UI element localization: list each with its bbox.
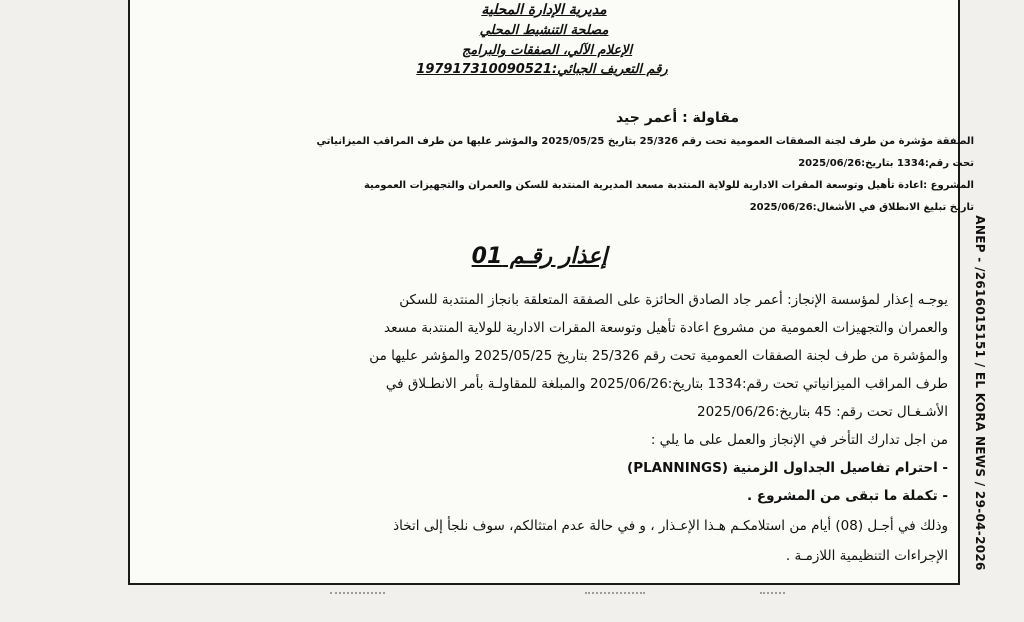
header-tax-id: رقم التعريف الجبائي:197917310090521 xyxy=(416,62,668,77)
body-line: الإجراءات التنظيمية اللازمـة . xyxy=(785,548,948,564)
body-line: وذلك في أجـل (08) أيام من استلامكـم هـذا الإعـذار ، و في حالة عدم امتثالكم، سوف نلجأ إلى اتخاذ xyxy=(393,518,948,534)
header-office: الإعلام الآلي، الصفقات والبرامج xyxy=(461,43,633,58)
body-line: يوجـه إعذار لمؤسسة الإنجاز: أعمر جاد الصادق الحائزة على الصفقة المتعلقة بانجاز المنتدبة للسكن xyxy=(399,292,948,308)
body-line: من اجل تدارك التأخر في الإنجاز والعمل على ما يلي : xyxy=(650,432,948,448)
project-line: المشروع :اعادة تأهيل وتوسعة المقرات الادارية للولاية المنتدبة مسعد المديرية المنتدبة للسكن والعمران والتجهيزات العمومية xyxy=(363,180,974,191)
body-line: والعمران والتجهيزات العمومية من مشروع اعادة تأهيل وتوسعة المقرات الادارية للولاية المنتدبة مسعد xyxy=(384,320,948,336)
body-line: طرف المراقب الميزانياتي تحت رقم:1334 بتاريخ:2025/06/26 والمبلغة للمقاولـة بأمر الانطـلاق في xyxy=(385,376,948,392)
contract-number-line: تحت رقم:1334 بتاريخ:2025/06/26 xyxy=(798,158,974,169)
contract-approval-line: الصفقة مؤشرة من طرف لجنة الصفقات العمومية تحت رقم 25/326 بتاريخ 2025/05/25 والمؤشر عليها من طرف المراقب الميزانياتي xyxy=(316,136,974,147)
scan-artifact xyxy=(760,592,785,600)
start-date-line: تاريخ تبليغ الانطلاق في الأشغال:2025/06/26 xyxy=(749,202,974,213)
notice-title: إعذار رقـم 01 xyxy=(471,244,608,269)
body-line: الأشـغـال تحت رقم: 45 بتاريخ:2025/06/26 xyxy=(697,404,948,420)
publication-stamp-text: ANEP - /2616015151 / EL KORA NEWS / 29-04-2026 xyxy=(973,215,987,571)
body-line: والمؤشرة من طرف لجنة الصفقات العمومية تحت رقم 25/326 بتاريخ 2025/05/25 والمؤشر عليها من xyxy=(369,348,948,364)
publication-stamp xyxy=(968,215,992,571)
requirement-item: - تكملة ما تبقى من المشروع . xyxy=(747,488,948,504)
header-directorate: مديرية الإدارة المحلية xyxy=(481,2,607,18)
header-service: مصلحة التنشيط المحلي xyxy=(479,23,609,38)
contractor-name: مقاولة : أعمر جيد xyxy=(615,110,739,126)
requirement-item: - احترام تفاصيل الجداول الزمنية (PLANNINGS) xyxy=(627,460,948,476)
scan-artifact xyxy=(330,592,385,600)
scan-artifact xyxy=(585,592,645,600)
